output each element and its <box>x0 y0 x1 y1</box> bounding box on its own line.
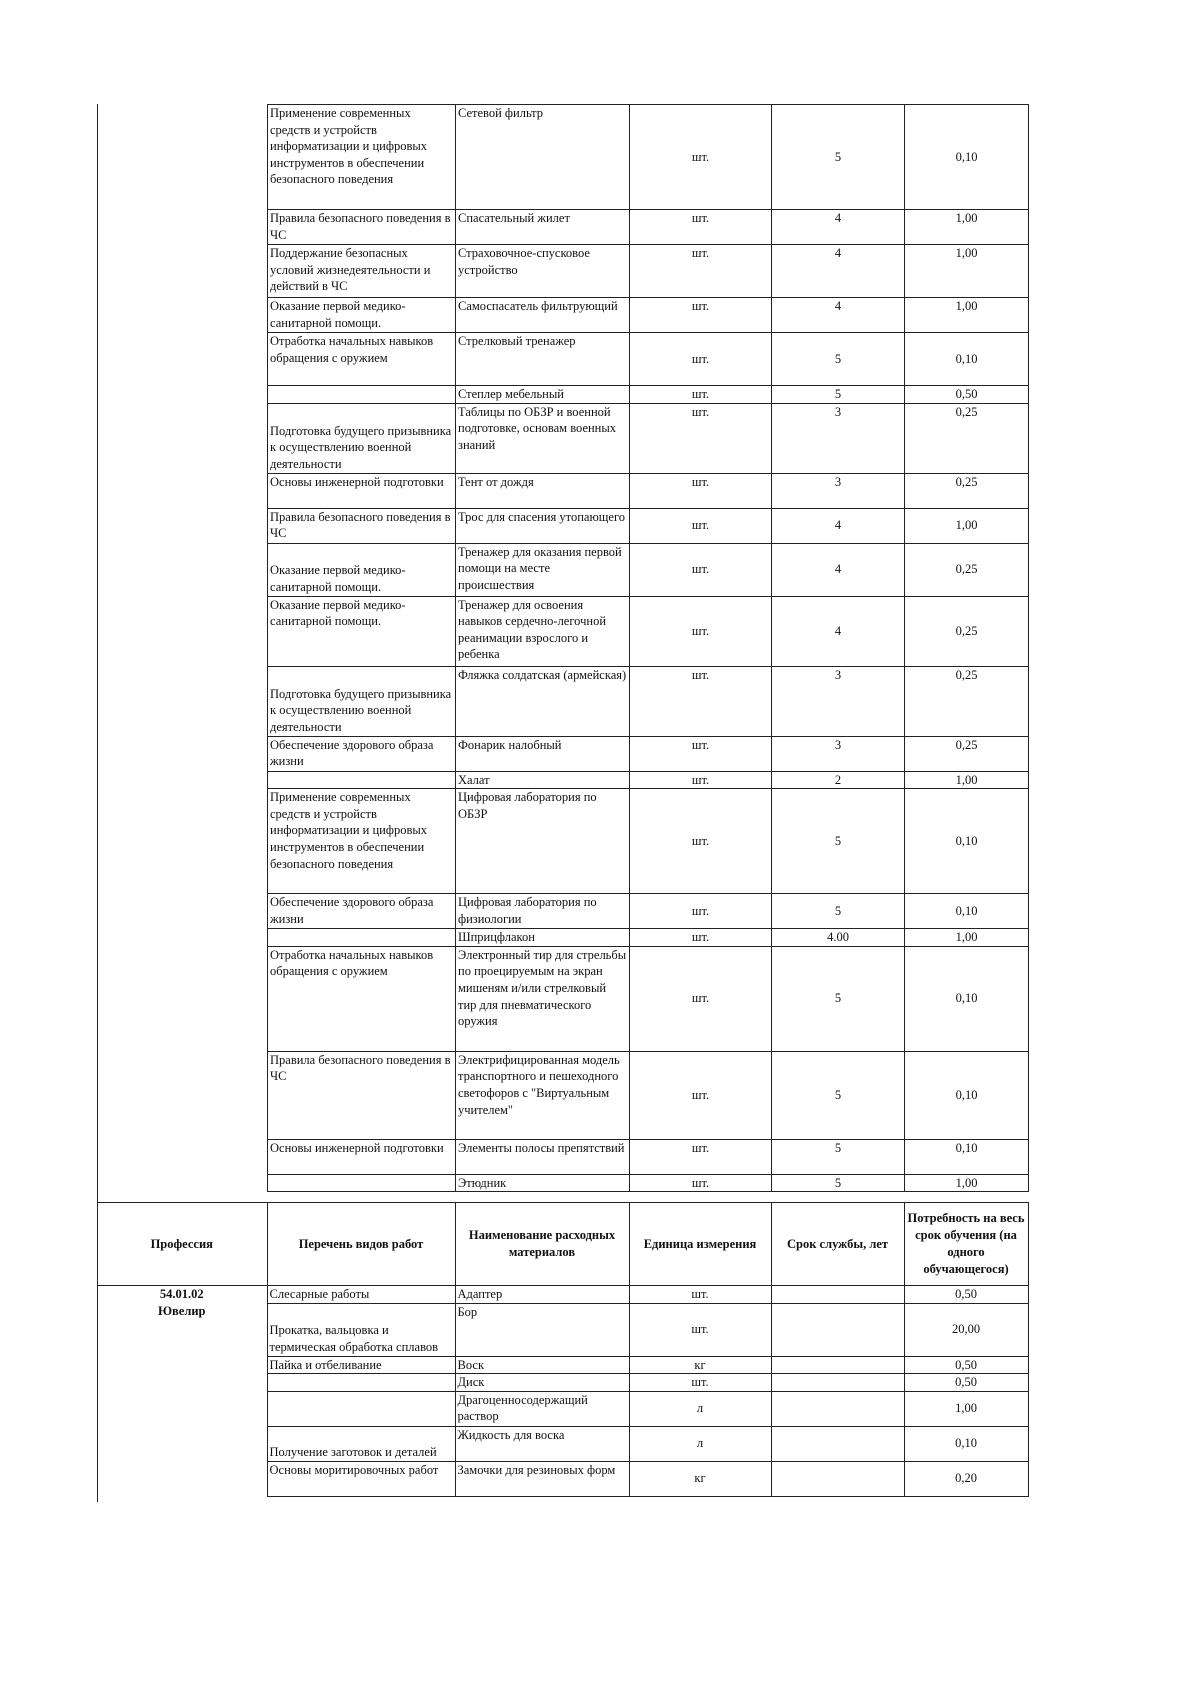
header-material-name: Наименование расходных материалов <box>455 1203 629 1286</box>
table-row <box>268 245 1029 298</box>
material-cell: Фонарик налобный <box>456 736 630 771</box>
need-cell: 0,10 <box>905 1051 1029 1139</box>
work-cell: Обеспечение здорового образа жизни <box>268 736 456 771</box>
unit-cell: шт. <box>630 508 772 543</box>
unit-cell: шт. <box>630 789 772 894</box>
work-cell: Правила безопасного поведения в ЧС <box>268 210 456 245</box>
profession-cell <box>97 1286 267 1497</box>
unit-cell: шт. <box>630 894 772 929</box>
service-life-cell: 3 <box>772 736 905 771</box>
table-row <box>268 473 1029 508</box>
material-cell: Страховочное-спусковое устройство <box>456 245 630 298</box>
material-cell: Таблицы по ОБЗР и военной подготовке, основам военных знаний <box>456 403 630 473</box>
work-cell: Оказание первой медико-санитарной помощи. <box>268 596 456 666</box>
need-cell: 1,00 <box>905 508 1029 543</box>
service-life-cell: 4 <box>772 298 905 333</box>
table-row <box>268 333 1029 386</box>
table-row <box>268 1051 1029 1139</box>
unit-cell: шт. <box>630 386 772 404</box>
unit-cell: шт. <box>630 333 772 386</box>
service-life-cell <box>771 1356 904 1374</box>
work-cell: Отработка начальных навыков обращения с оружием <box>268 946 456 1051</box>
work-cell: Подготовка будущего призывника к осуществлению военной деятельности <box>268 666 456 736</box>
unit-cell: шт. <box>630 403 772 473</box>
material-cell: Адаптер <box>455 1286 629 1304</box>
material-cell: Самоспасатель фильтрующий <box>456 298 630 333</box>
header-service-life: Срок службы, лет <box>771 1203 904 1286</box>
table-row <box>268 666 1029 736</box>
need-cell: 20,00 <box>904 1303 1028 1356</box>
need-cell: 0,50 <box>905 386 1029 404</box>
service-life-cell <box>771 1426 904 1461</box>
work-cell: Получение заготовок и деталей <box>267 1426 455 1461</box>
work-cell <box>267 1374 455 1392</box>
table-row <box>268 736 1029 771</box>
need-cell: 0,10 <box>905 105 1029 210</box>
unit-cell: шт. <box>630 666 772 736</box>
need-cell: 0,10 <box>905 333 1029 386</box>
material-cell: Сетевой фильтр <box>456 105 630 210</box>
material-cell: Тент от дождя <box>456 473 630 508</box>
service-life-cell: 3 <box>772 666 905 736</box>
material-cell: Цифровая лаборатория по физиологии <box>456 894 630 929</box>
work-cell: Правила безопасного поведения в ЧС <box>268 1051 456 1139</box>
unit-cell: шт. <box>630 596 772 666</box>
material-cell: Замочки для резиновых форм <box>455 1461 629 1496</box>
materials-table-continued <box>267 104 1029 1192</box>
work-cell <box>268 386 456 404</box>
work-cell: Правила безопасного поведения в ЧС <box>268 508 456 543</box>
need-cell: 0,50 <box>904 1374 1028 1392</box>
table-row <box>268 946 1029 1051</box>
work-cell: Поддержание безопасных условий жизнедеятельности и действий в ЧС <box>268 245 456 298</box>
table-row <box>268 1174 1029 1192</box>
need-cell: 0,50 <box>904 1286 1028 1304</box>
service-life-cell: 4.00 <box>772 929 905 947</box>
unit-cell: шт. <box>630 105 772 210</box>
work-cell: Основы инженерной подготовки <box>268 1139 456 1174</box>
material-cell: Цифровая лаборатория по ОБЗР <box>456 789 630 894</box>
need-cell: 0,10 <box>905 789 1029 894</box>
jeweler-materials-table <box>97 1202 1029 1497</box>
unit-cell: шт. <box>629 1303 771 1356</box>
material-cell: Степлер мебельный <box>456 386 630 404</box>
service-life-cell <box>771 1286 904 1304</box>
service-life-cell: 4 <box>772 210 905 245</box>
table-row <box>268 298 1029 333</box>
material-cell: Диск <box>455 1374 629 1392</box>
work-cell: Оказание первой медико-санитарной помощи. <box>268 543 456 596</box>
need-cell: 1,00 <box>904 1391 1028 1426</box>
work-cell <box>267 1391 455 1426</box>
service-life-cell <box>771 1461 904 1496</box>
material-cell: Трос для спасения утопающего <box>456 508 630 543</box>
service-life-cell: 4 <box>772 596 905 666</box>
work-cell: Прокатка, вальцовка и термическая обработка сплавов <box>267 1303 455 1356</box>
table-row <box>268 508 1029 543</box>
work-cell: Подготовка будущего призывника к осуществлению военной деятельности <box>268 403 456 473</box>
need-cell: 0,25 <box>905 403 1029 473</box>
need-cell: 0,25 <box>905 736 1029 771</box>
service-life-cell: 5 <box>772 386 905 404</box>
need-cell: 0,10 <box>905 1139 1029 1174</box>
service-life-cell: 2 <box>772 771 905 789</box>
service-life-cell: 5 <box>772 333 905 386</box>
need-cell: 0,10 <box>904 1426 1028 1461</box>
need-cell: 1,00 <box>905 298 1029 333</box>
service-life-cell: 4 <box>772 245 905 298</box>
unit-cell: шт. <box>629 1374 771 1392</box>
service-life-cell: 5 <box>772 789 905 894</box>
table-row <box>268 386 1029 404</box>
unit-cell: шт. <box>630 298 772 333</box>
need-cell: 1,00 <box>905 771 1029 789</box>
material-cell: Электрифицированная модель транспортного и пешеходного светофоров с "Виртуальным учителем" <box>456 1051 630 1139</box>
profession-name: Ювелир <box>157 1303 206 1318</box>
work-cell: Применение современных средств и устройств информатизации и цифровых инструментов в обеспечении безопасного поведения <box>268 789 456 894</box>
unit-cell: шт. <box>630 473 772 508</box>
unit-cell: шт. <box>630 929 772 947</box>
table-header-row <box>97 1203 1028 1286</box>
need-cell: 1,00 <box>905 929 1029 947</box>
service-life-cell: 5 <box>772 1174 905 1192</box>
table-row <box>268 210 1029 245</box>
unit-cell: шт. <box>630 1174 772 1192</box>
service-life-cell: 5 <box>772 1139 905 1174</box>
work-cell <box>268 771 456 789</box>
material-cell: Халат <box>456 771 630 789</box>
unit-cell: шт. <box>630 946 772 1051</box>
need-cell: 0,10 <box>905 894 1029 929</box>
material-cell: Шприцфлакон <box>456 929 630 947</box>
work-cell <box>268 929 456 947</box>
unit-cell: шт. <box>630 1051 772 1139</box>
profession-code: 54.01.02 <box>159 1287 204 1301</box>
service-life-cell: 4 <box>772 543 905 596</box>
service-life-cell: 5 <box>772 894 905 929</box>
table-row <box>268 403 1029 473</box>
material-cell: Спасательный жилет <box>456 210 630 245</box>
header-unit: Единица измерения <box>629 1203 771 1286</box>
work-cell: Слесарные работы <box>267 1286 455 1304</box>
work-cell: Основы инженерной подготовки <box>268 473 456 508</box>
unit-cell: шт. <box>630 736 772 771</box>
service-life-cell <box>771 1374 904 1392</box>
need-cell: 1,00 <box>905 1174 1029 1192</box>
need-cell: 1,00 <box>905 245 1029 298</box>
table-row <box>268 543 1029 596</box>
table-row <box>268 105 1029 210</box>
material-cell: Этюдник <box>456 1174 630 1192</box>
header-profession: Профессия <box>97 1203 267 1286</box>
material-cell: Тренажер для освоения навыков сердечно-легочной реанимации взрослого и ребенка <box>456 596 630 666</box>
service-life-cell: 5 <box>772 1051 905 1139</box>
unit-cell: шт. <box>630 771 772 789</box>
work-cell <box>268 1174 456 1192</box>
service-life-cell: 3 <box>772 403 905 473</box>
work-cell: Оказание первой медико-санитарной помощи. <box>268 298 456 333</box>
need-cell: 0,25 <box>905 543 1029 596</box>
need-cell: 1,00 <box>905 210 1029 245</box>
material-cell: Электронный тир для стрельбы по проецируемым на экран мишеням и/или стрелковый тир для пневматического оружия <box>456 946 630 1051</box>
unit-cell: шт. <box>630 245 772 298</box>
unit-cell: л <box>629 1426 771 1461</box>
need-cell: 0,50 <box>904 1356 1028 1374</box>
service-life-cell <box>771 1391 904 1426</box>
need-cell: 0,25 <box>905 596 1029 666</box>
service-life-cell: 5 <box>772 946 905 1051</box>
unit-cell: шт. <box>630 1139 772 1174</box>
table-row <box>268 596 1029 666</box>
table-row <box>268 789 1029 894</box>
unit-cell: кг <box>629 1356 771 1374</box>
work-cell: Основы моритировочных работ <box>267 1461 455 1496</box>
unit-cell: л <box>629 1391 771 1426</box>
unit-cell: шт. <box>630 210 772 245</box>
unit-cell: шт. <box>629 1286 771 1304</box>
table-row <box>268 894 1029 929</box>
need-cell: 0,25 <box>905 473 1029 508</box>
material-cell: Фляжка солдатская (армейская) <box>456 666 630 736</box>
need-cell: 0,10 <box>905 946 1029 1051</box>
need-cell: 0,25 <box>905 666 1029 736</box>
work-cell: Пайка и отбеливание <box>267 1356 455 1374</box>
material-cell: Драгоценносодержащий раствор <box>455 1391 629 1426</box>
work-cell: Применение современных средств и устройств информатизации и цифровых инструментов в обеспечении безопасного поведения <box>268 105 456 210</box>
material-cell: Воск <box>455 1356 629 1374</box>
material-cell: Тренажер для оказания первой помощи на месте происшествия <box>456 543 630 596</box>
service-life-cell: 4 <box>772 508 905 543</box>
material-cell: Элементы полосы препятствий <box>456 1139 630 1174</box>
table-row <box>97 1286 1028 1304</box>
service-life-cell: 3 <box>772 473 905 508</box>
material-cell: Стрелковый тренажер <box>456 333 630 386</box>
table-row <box>268 1139 1029 1174</box>
material-cell: Жидкость для воска <box>455 1426 629 1461</box>
unit-cell: шт. <box>630 543 772 596</box>
service-life-cell: 5 <box>772 105 905 210</box>
table-row <box>268 929 1029 947</box>
work-cell: Отработка начальных навыков обращения с оружием <box>268 333 456 386</box>
material-cell: Бор <box>455 1303 629 1356</box>
service-life-cell <box>771 1303 904 1356</box>
work-cell: Обеспечение здорового образа жизни <box>268 894 456 929</box>
table-row <box>268 771 1029 789</box>
header-need: Потребность на весь срок обучения (на одного обучающегося) <box>904 1203 1028 1286</box>
need-cell: 0,20 <box>904 1461 1028 1496</box>
unit-cell: кг <box>629 1461 771 1496</box>
header-work-types: Перечень видов работ <box>267 1203 455 1286</box>
